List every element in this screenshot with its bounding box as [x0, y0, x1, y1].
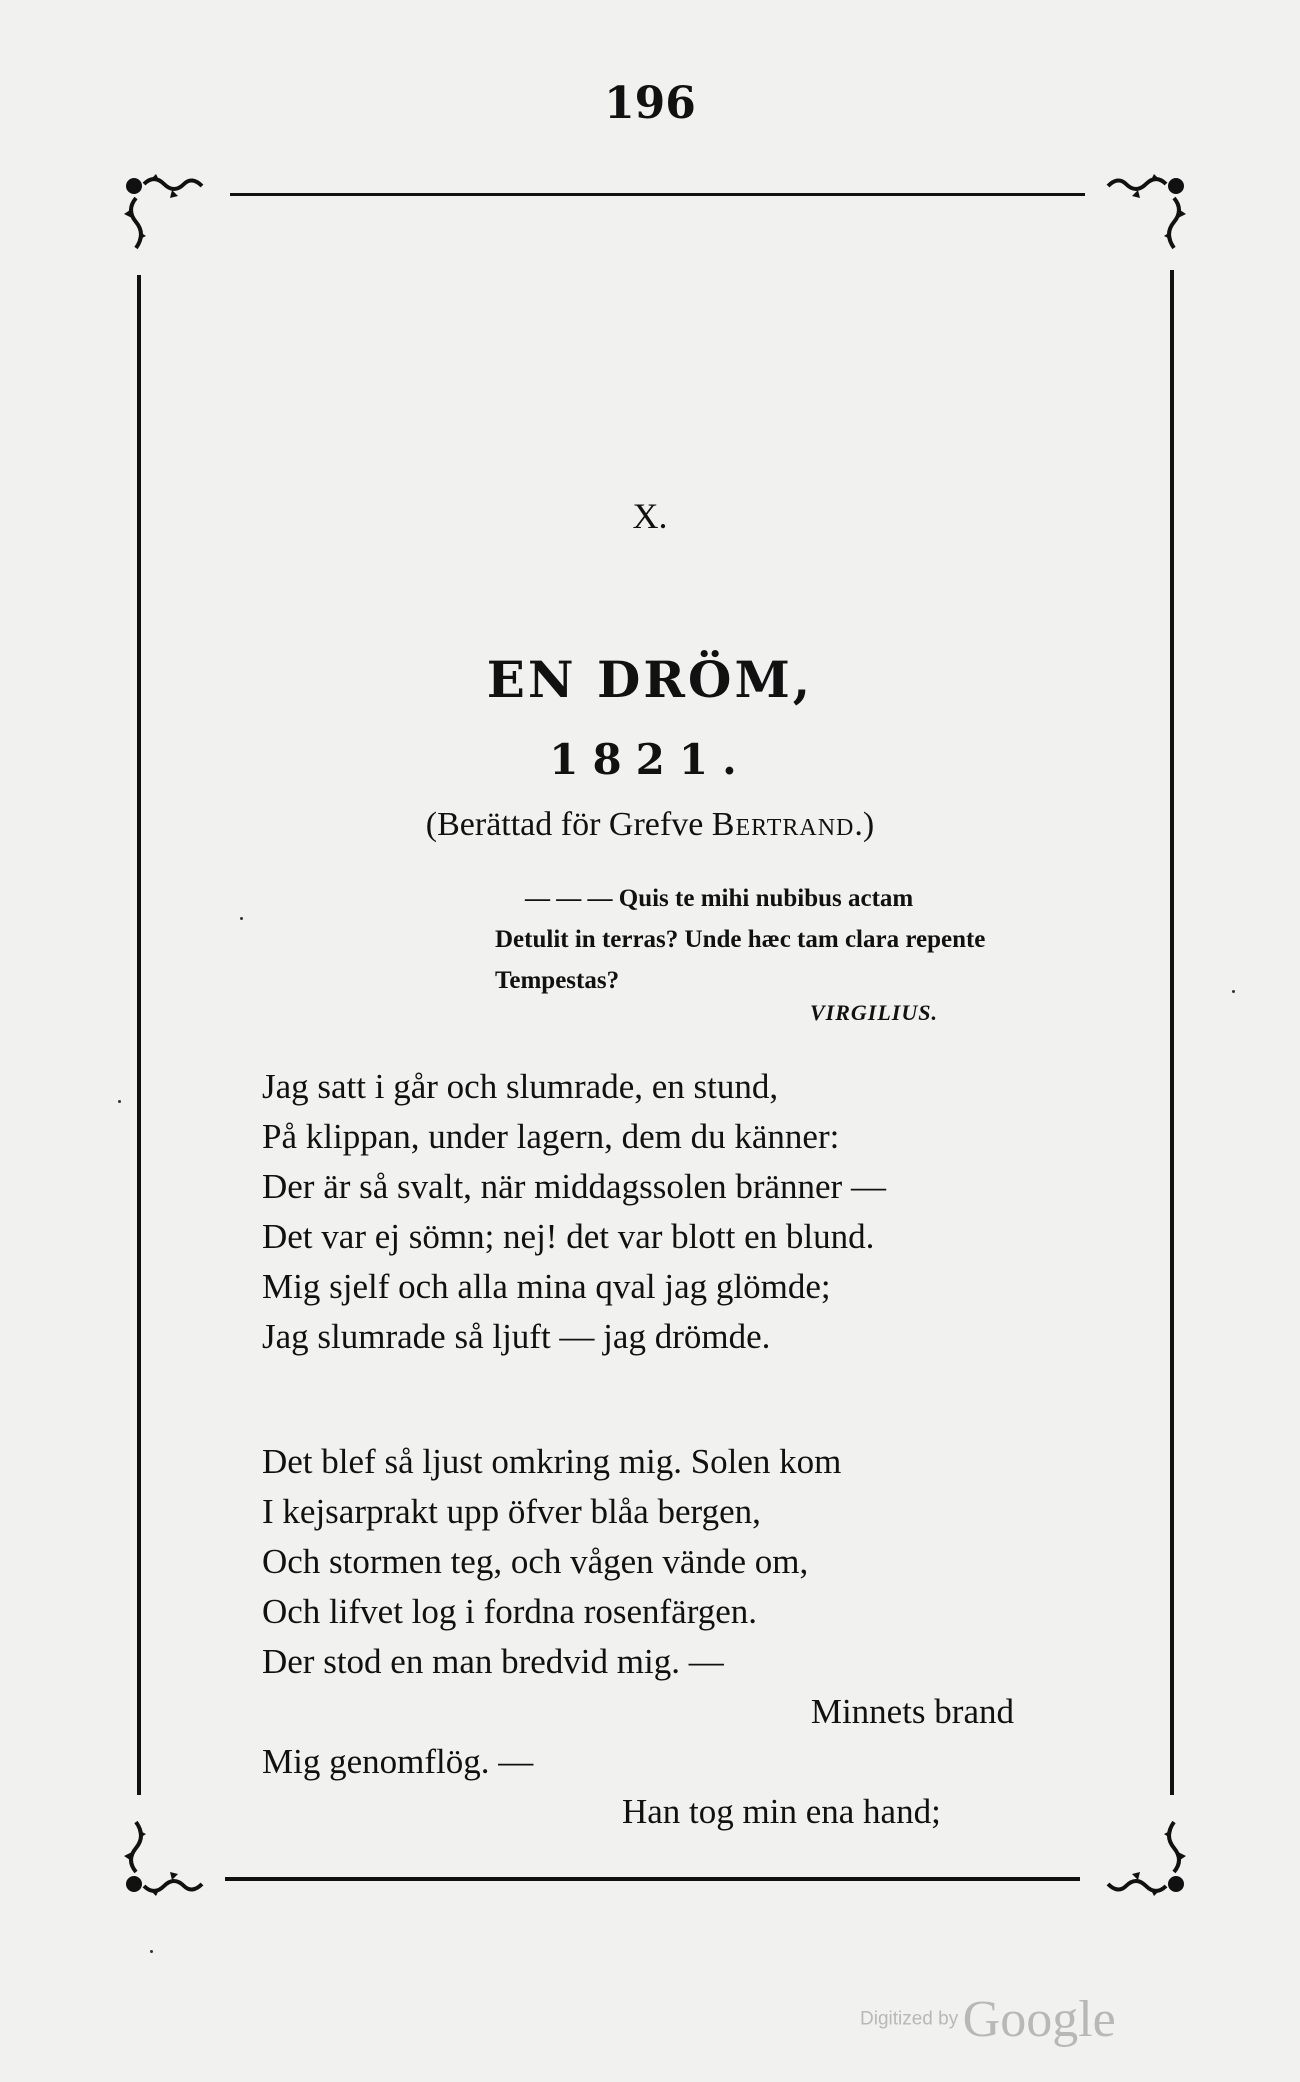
subtitle-name: Bertrand	[711, 806, 855, 843]
corner-ornament-icon	[120, 170, 230, 270]
watermark-brand: Google	[962, 1991, 1116, 2048]
poem-line: Minnets brand	[810, 1692, 1014, 1731]
poem-line: Det var ej sömn; nej! det var blott en blund.	[262, 1217, 875, 1256]
corner-ornament-icon	[1080, 170, 1190, 270]
poem-line: Och lifvet log i fordna rosenfärgen.	[262, 1592, 758, 1631]
poem-line: Jag slumrade så ljuft — jag drömde.	[262, 1317, 771, 1356]
subtitle-suffix: .)	[854, 806, 875, 843]
subtitle-prefix: (Berättad för Grefve	[425, 806, 712, 843]
border-bottom-rule	[225, 1877, 1080, 1881]
poem-stanza	[262, 1062, 1082, 1362]
scan-speck	[240, 917, 243, 920]
border-top-rule	[230, 193, 1085, 196]
scan-speck	[1232, 990, 1235, 993]
poem-year: 1821.	[549, 735, 751, 784]
poem-stanza	[262, 1437, 1082, 1837]
scan-speck	[150, 1950, 153, 1953]
scan-speck	[118, 1100, 121, 1103]
poem-line: I kejsarprakt upp öfver blåa bergen,	[262, 1492, 761, 1531]
page-number: 196	[604, 78, 696, 129]
poem-title: EN DRÖM,	[486, 650, 814, 709]
watermark-prefix: Digitized by	[860, 2008, 959, 2030]
corner-ornament-icon	[120, 1800, 230, 1900]
poem-line: Och stormen teg, och vågen vände om,	[262, 1542, 809, 1581]
poem-line: Han tog min ena hand;	[622, 1792, 941, 1831]
poem-line: Det blef så ljust omkring mig. Solen kom	[262, 1442, 842, 1481]
poem-line: Der är så svalt, när middagssolen bränner —	[262, 1167, 886, 1206]
poem-line: Der stod en man bredvid mig. —	[262, 1642, 724, 1681]
epigraph	[495, 878, 1135, 1001]
epigraph-line: — — — Quis te mihi nubibus actam	[525, 885, 914, 912]
corner-ornament-icon	[1080, 1800, 1190, 1900]
digitized-watermark	[860, 1990, 1116, 2049]
epigraph-line: Tempestas?	[495, 967, 620, 994]
epigraph-line: Detulit in terras? Unde hæc tam clara repente	[495, 926, 986, 953]
poem-line: Mig genomflög. —	[262, 1742, 534, 1781]
epigraph-author: VIRGILIUS.	[810, 1000, 938, 1025]
poem-subtitle	[0, 806, 1300, 844]
poem-line: På klippan, under lagern, dem du känner:	[262, 1117, 840, 1156]
poem-line: Jag satt i går och slumrade, en stund,	[262, 1067, 779, 1106]
poem-line: Mig sjelf och alla mina qval jag glömde;	[262, 1267, 831, 1306]
chapter-numeral: X.	[632, 496, 668, 536]
